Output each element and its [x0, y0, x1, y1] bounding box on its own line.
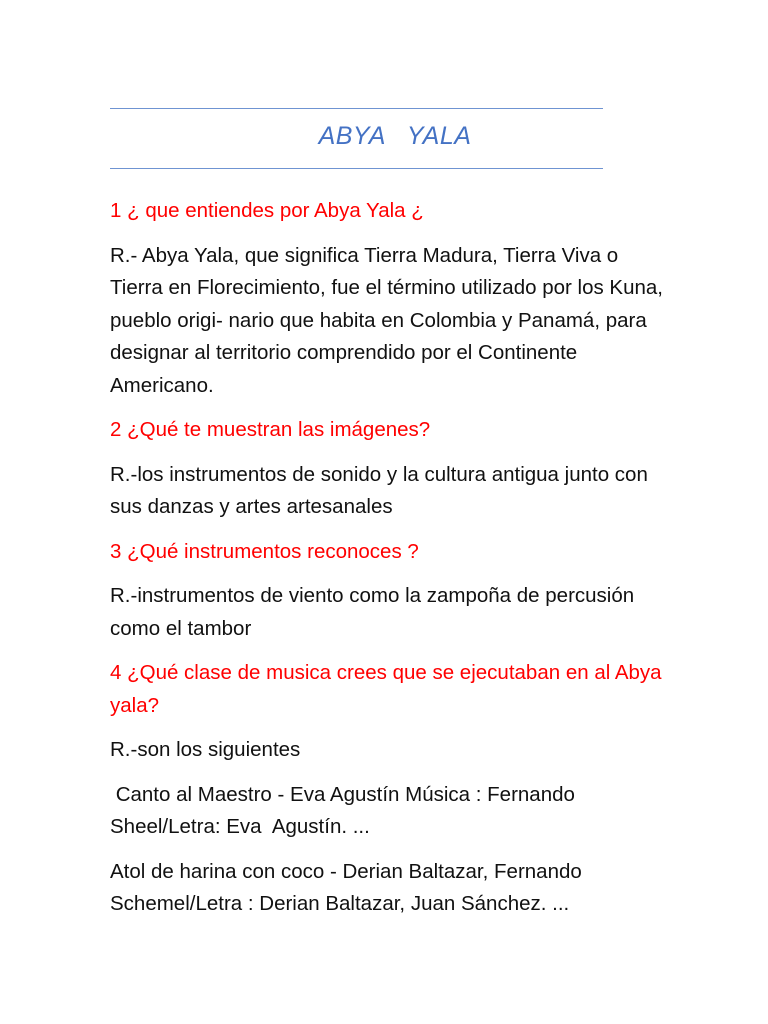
- answer-4-song-2: Atol de harina con coco - Derian Baltazar, Fernando Schemel/Letra : Derian Baltazar, Juan Sánchez. ...: [110, 859, 582, 915]
- section-4: [110, 657, 670, 921]
- document-body: [110, 195, 670, 933]
- question-1: 1 ¿ que entiendes por Abya Yala ¿: [110, 199, 424, 222]
- document-title: ABYA YALA: [318, 122, 472, 150]
- question-4: 4 ¿Qué clase de musica crees que se ejecutaban en al Abya yala?: [110, 661, 662, 717]
- section-3: [110, 536, 670, 646]
- title-top-rule: [110, 108, 603, 109]
- answer-3: R.-instrumentos de viento como la zampoña de percusión como el tambor: [110, 584, 635, 640]
- answer-4-song-1: Canto al Maestro - Eva Agustín Música : Fernando Sheel/Letra: Eva Agustín. ...: [110, 782, 581, 838]
- answer-4-intro: R.-son los siguientes: [110, 738, 301, 761]
- answer-1: R.- Abya Yala, que significa Tierra Madura, Tierra Viva o Tierra en Florecimiento, fue el término utilizado por los Kuna, pueblo origi- nario que habita en Colombia y Panamá, para designar al territorio comprendido por el Continente Americano.: [110, 243, 663, 397]
- title-bottom-rule: [110, 168, 603, 169]
- section-2: [110, 414, 670, 524]
- section-1: [110, 195, 670, 402]
- question-2: 2 ¿Qué te muestran las imágenes?: [110, 418, 431, 441]
- question-3: 3 ¿Qué instrumentos reconoces ?: [110, 539, 419, 563]
- answer-2: R.-los instrumentos de sonido y la cultura antigua junto con sus danzas y artes artesanales: [110, 462, 648, 518]
